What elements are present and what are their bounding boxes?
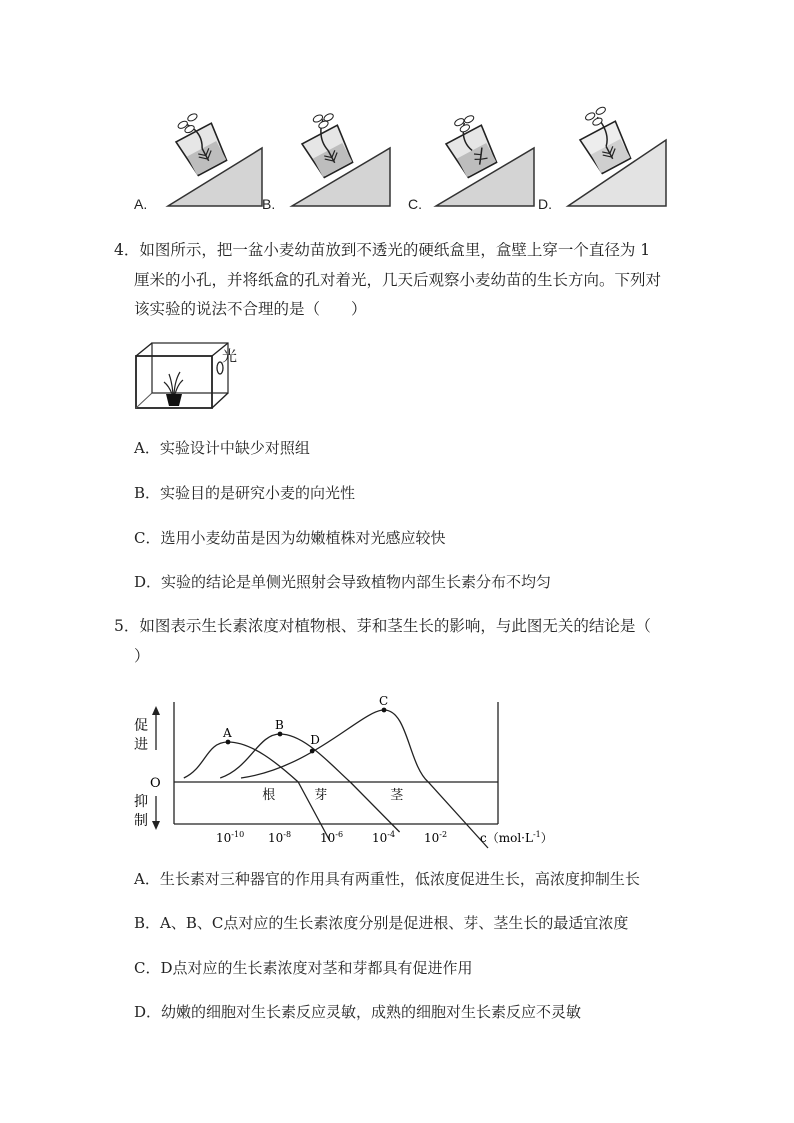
q4-choice-b[interactable]: B．实验目的是研究小麦的向光性: [134, 484, 356, 502]
point-label-D: D: [310, 733, 320, 747]
x-tick-label: $10^{-4}$: [372, 830, 396, 845]
q3-option-c-figure: [422, 92, 540, 212]
chart-origin-label: O: [150, 776, 161, 791]
q5-auxin-chart: [128, 690, 568, 852]
q3-option-b-figure: [278, 92, 396, 212]
inhibit-arrowhead-icon: [152, 821, 160, 830]
q4-light-label: 光: [222, 347, 238, 365]
chart-ylabel-promote-1: 促: [134, 718, 148, 734]
q3-option-d-label: D.: [538, 196, 552, 212]
peak-point-B: [278, 732, 283, 737]
peak-point-A: [226, 740, 231, 745]
q4-stem-line-1: 4．如图所示，把一盆小麦幼苗放到不透光的硬纸盒里，盒壁上穿一个直径为 1: [114, 241, 651, 259]
q3-option-d-figure: [554, 92, 672, 212]
peak-label-C: C: [379, 694, 389, 708]
q4-stem-line-3: 该实验的说法不合理的是（ ）: [134, 300, 367, 318]
curve-芽: [220, 734, 399, 832]
q3-option-a-figure: [150, 92, 268, 212]
peak-point-C: [382, 708, 387, 713]
x-tick-label: $10^{-2}$: [424, 830, 448, 845]
q5-choice-b[interactable]: B．A、B、C点对应的生长素浓度分别是促进根、芽、茎生长的最适宜浓度: [134, 914, 629, 932]
q5-choice-c[interactable]: C．D点对应的生长素浓度对茎和芽都具有促进作用: [134, 959, 473, 977]
promote-arrowhead-icon: [152, 706, 160, 715]
q5-choice-d[interactable]: D．幼嫩的细胞对生长素反应灵敏，成熟的细胞对生长素反应不灵敏: [134, 1003, 582, 1021]
q4-choice-d[interactable]: D．实验的结论是单侧光照射会导致植物内部生长素分布不均匀: [134, 573, 552, 591]
chart-xlabel: $c(mol\cdot L^{-1})$: [480, 830, 553, 845]
q3-option-c-label: C.: [408, 196, 422, 212]
organ-label-茎: 茎: [390, 788, 404, 803]
x-tick-label: $10^{-10}$: [216, 830, 245, 845]
organ-label-芽: 芽: [314, 788, 328, 803]
point-D: [310, 749, 315, 754]
chart-ylabel-inhibit-2: 制: [134, 813, 148, 829]
q4-stem-line-2: 厘米的小孔，并将纸盒的孔对着光，几天后观察小麦幼苗的生长方向。下列对: [134, 271, 662, 289]
q5-choice-a[interactable]: A．生长素对三种器官的作用具有两重性，低浓度促进生长，高浓度抑制生长: [134, 870, 640, 888]
organ-label-根: 根: [262, 788, 276, 803]
q3-option-b-label: B.: [262, 196, 276, 212]
q4-choice-a[interactable]: A．实验设计中缺少对照组: [134, 439, 310, 457]
x-tick-label: $10^{-8}$: [268, 830, 292, 845]
curve-根: [184, 742, 330, 840]
q3-option-a-label: A.: [134, 196, 148, 212]
chart-ylabel-inhibit-1: 抑: [134, 794, 148, 810]
x-tick-label: $10^{-6}$: [320, 830, 344, 845]
q5-stem-line-1: 5．如图表示生长素浓度对植物根、芽和茎生长的影响，与此图无关的结论是（: [114, 617, 651, 635]
q5-stem-line-2: ）: [134, 647, 150, 665]
chart-ylabel-promote-2: 进: [134, 737, 148, 753]
q4-choice-c[interactable]: C．选用小麦幼苗是因为幼嫩植株对光感应较快: [134, 529, 446, 547]
peak-label-A: A: [223, 726, 232, 740]
peak-label-B: B: [275, 718, 284, 732]
